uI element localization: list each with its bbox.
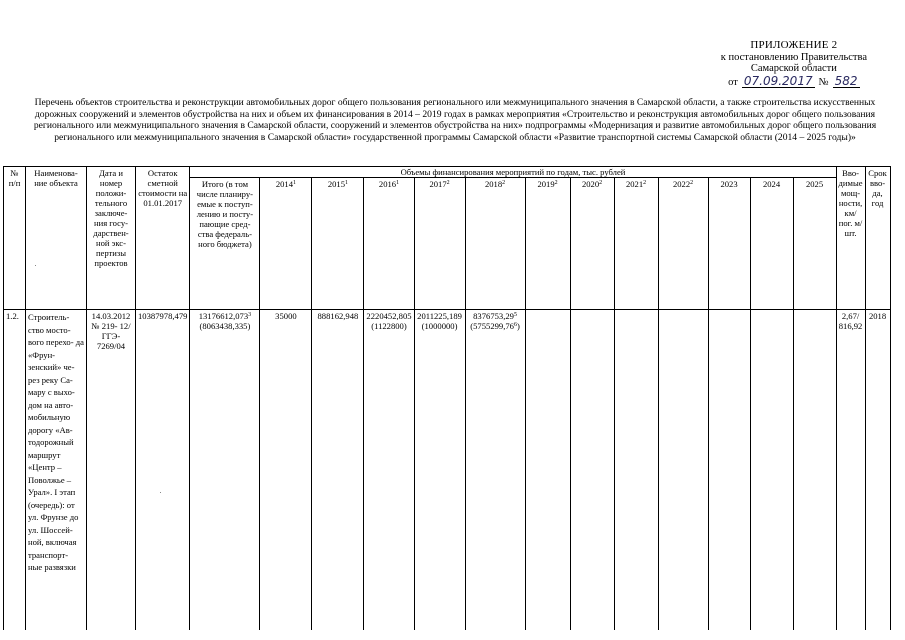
row-2014: 35000 [260,310,312,631]
header-remainder: Остаток сметной стоимости на 01.01.2017 [136,167,190,310]
handwritten-number: 582 [834,73,858,88]
row-2015: 888162,948 [312,310,364,631]
row-2020 [570,310,614,631]
row-object-name: Строитель- ство мосто- вого перехо- да «Фрун- зенский» че- рез реку Са- мару с выхо- дом на авто- мобильную дорогу «Ав- тодорожный маршрут «Центр – Поволжье – Урал». I этап (очередь): от ул. Фрунзе до ул. Шоссей- ной, включая транспорт- ные развязки [26,310,87,631]
header-year-2020: 2020$^2$ [570,178,614,310]
appendix-line2: Самарской области [750,63,837,74]
header-year-2021: 2021$^2$ [614,178,658,310]
scan-speck [160,492,161,493]
header-year-2016: 2016$^1$ [364,178,414,310]
table-row [4,310,891,631]
number-label: № [818,76,829,88]
header-year-2018: 2018$^2$ [465,178,525,310]
row-2016: 2220452,805 (1122800) [364,310,414,631]
header-year-2024: 2024 [750,178,793,310]
row-num: 1.2. [4,310,26,631]
row-expertise-date: 14.03.2012 № 219- 12/ГГЭ- 7269/04 [87,310,136,631]
from-label: от [728,76,738,88]
row-remainder: 10387978,479 [136,310,190,631]
appendix-title: ПРИЛОЖЕНИЕ 2 [750,39,838,51]
header-year-2023: 2023 [708,178,750,310]
row-2019 [525,310,570,631]
row-term: 2018 [865,310,890,631]
header-num: № п/п [4,167,26,310]
appendix-line1: к постановлению Правительства [720,51,867,63]
document-heading: Перечень объектов строительства и реконструкции автомобильных дорог общего пользования регионального или межмуниципального значения в Самарской области, а также строительства искусственных дорожных сооружений и элементов обустройства на них и объем их финансирования в 2014 – 2019 годах в рамках мероприятия «Строительство и реконструкция автомобильных дорог общего пользования регионального или межмуниципального значения в Самарской области, сооружений и элементов обустройства на них» подпрограммы «Модернизация и развитие автомобильных дорог общего пользования регионального или межмуниципального значения в Самарской области» государственной программы Самарской области «Развитие транспортной системы Самарской области (2014 – 2025 годы)» [33,97,877,143]
header-year-2022: 2022$^2$ [658,178,708,310]
header-term: Срок вво- да, год [865,167,890,310]
row-2022 [658,310,708,631]
appendix-date-line [721,75,867,89]
header-total: Итого (в том числе планиру- емые к поступ- лению и посту- пающие сред- ства федераль- ного бюджета) [190,178,260,310]
row-2021 [614,310,658,631]
row-total: 13176612,073$^3$ (8063438,335) [190,310,260,631]
header-year-2025: 2025 [793,178,836,310]
row-2025 [793,310,836,631]
header-year-2017: 2017$^2$ [414,178,465,310]
header-year-2015: 2015$^1$ [312,178,364,310]
row-2017: 2011225,189 (1000000) [414,310,465,631]
row-2023 [708,310,750,631]
header-volumes: Объемы финансирования мероприятий по годам, тыс. рублей [190,167,836,178]
row-capacity: 2,67/ 816,92 [836,310,865,631]
header-name: Наименова- ние объекта [26,167,87,310]
header-date: Дата и номер положи- тельного заключе- ния госу- дарствен- ной экс- пертизы проектов [87,167,136,310]
header-capacity: Вво- димые мощ- ности, км/ пог. м/шт. [836,167,865,310]
header-year-2014: 2014$^1$ [260,178,312,310]
row-2018: 8376753,29$^5$ (5755299,76$^6$) [465,310,525,631]
header-year-2019: 2019$^2$ [525,178,570,310]
appendix-block [721,40,867,88]
row-2024 [750,310,793,631]
financing-table [3,166,891,630]
scan-speck [35,265,36,266]
handwritten-date: 07.09.2017 [743,73,813,88]
